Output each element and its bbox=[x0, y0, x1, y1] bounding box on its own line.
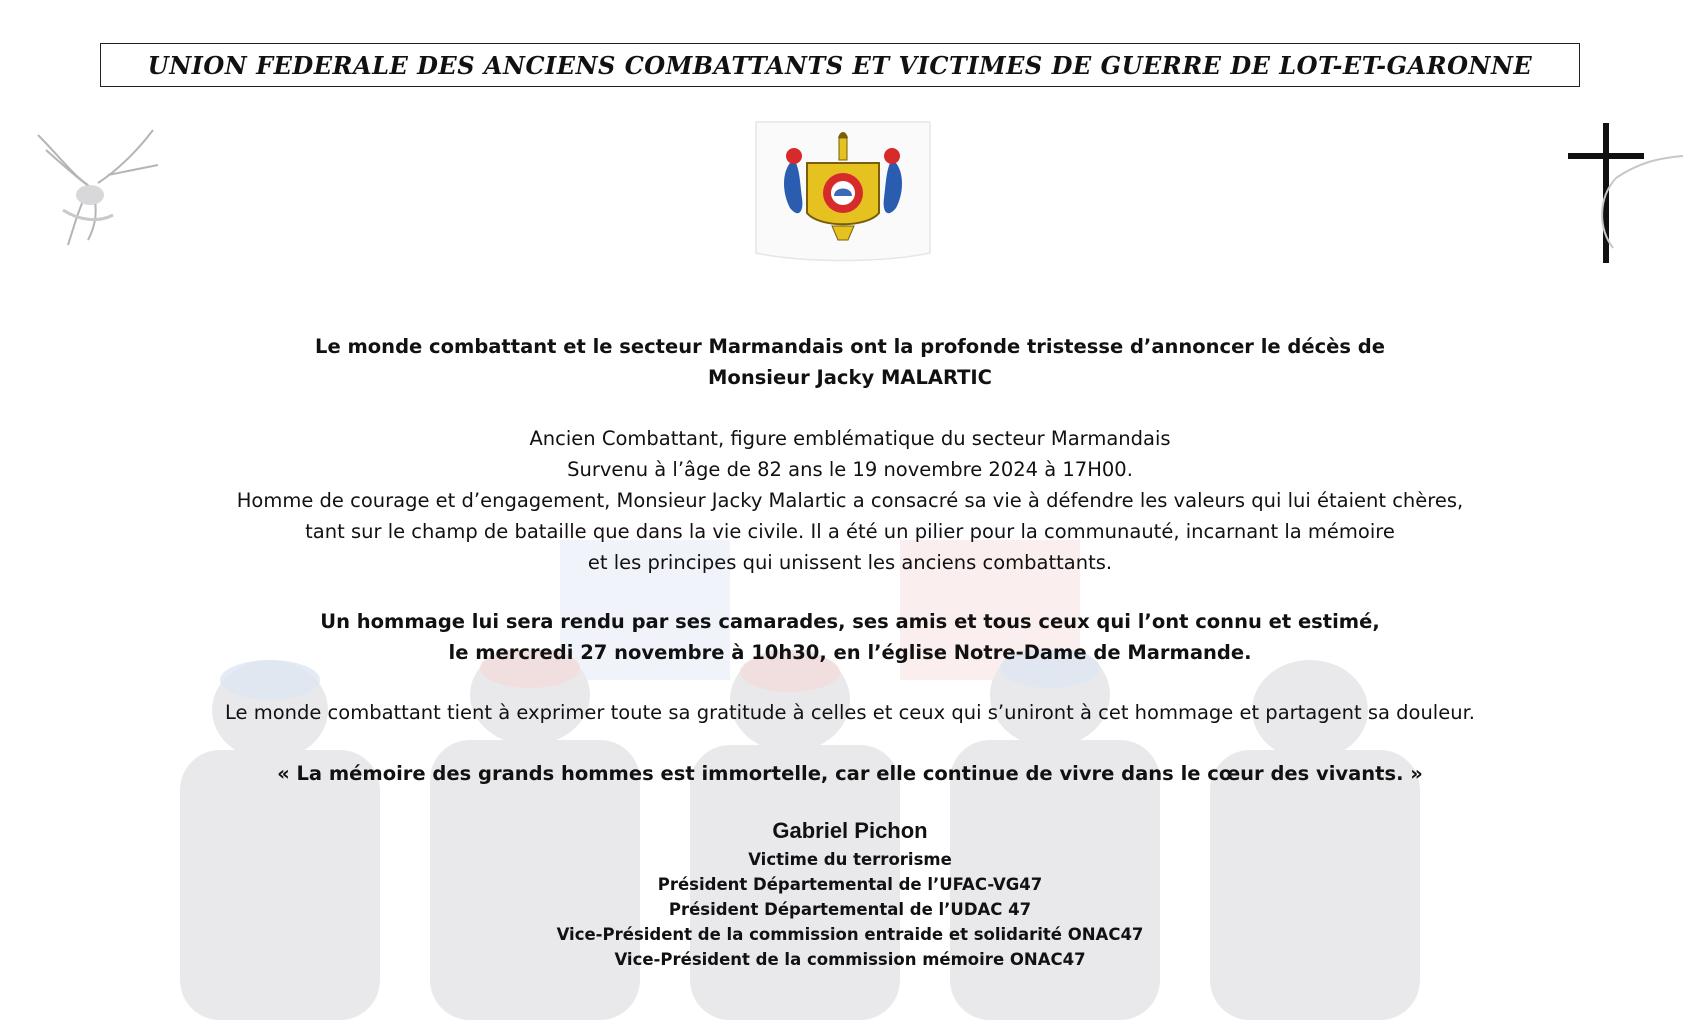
signatory-title: Vice-Président de la commission entraide et solidarité ONAC47 bbox=[556, 925, 1144, 944]
memorial-quote: « La mémoire des grands hommes est immortelle, car elle continue de vivre dans le cœur des vivants. » bbox=[277, 762, 1423, 785]
cross-icon bbox=[1558, 118, 1688, 268]
signatory-title: Président Départemental de l’UDAC 47 bbox=[668, 900, 1032, 919]
signatory-name: Gabriel Pichon bbox=[772, 818, 928, 843]
signatory-title: Vice-Président de la commission mémoire ONAC47 bbox=[614, 950, 1086, 969]
announcement-line-1: Le monde combattant et le secteur Marmandais ont la profonde tristesse d’annoncer le décès de bbox=[315, 335, 1385, 358]
ceremony-line-1: Un hommage lui sera rendu par ses camarades, ses amis et tous ceux qui l’ont connu et estimé, bbox=[320, 610, 1380, 633]
biography-line: Homme de courage et d’engagement, Monsieur Jacky Malartic a consacré sa vie à défendre les valeurs qui lui étaient chères, bbox=[236, 489, 1464, 512]
biography-line: tant sur le champ de bataille que dans la vie civile. Il a été un pilier pour la communauté, incarnant la mémoire bbox=[305, 520, 1395, 543]
ceremony-line-2: le mercredi 27 novembre à 10h30, en l’église Notre-Dame de Marmande. bbox=[448, 641, 1252, 664]
header-title: UNION FEDERALE DES ANCIENS COMBATTANTS ET VICTIMES DE GUERRE DE LOT-ET-GARONNE bbox=[147, 50, 1533, 80]
dove-icon bbox=[18, 115, 168, 255]
deceased-name: Monsieur Jacky MALARTIC bbox=[708, 366, 992, 389]
biography-line: Survenu à l’âge de 82 ans le 19 novembre 2024 à 17H00. bbox=[567, 458, 1133, 481]
header-banner bbox=[100, 43, 1580, 87]
signatory-title: Président Départemental de l’UFAC-VG47 bbox=[657, 875, 1043, 894]
biography-line: et les principes qui unissent les anciens combattants. bbox=[587, 551, 1113, 574]
signatory-titles bbox=[130, 847, 1570, 972]
ceremony-block bbox=[130, 606, 1570, 668]
ufac-emblem-icon bbox=[752, 118, 934, 268]
biography-block bbox=[130, 423, 1570, 578]
gratitude-text: Le monde combattant tient à exprimer toute sa gratitude à celles et ceux qui s’uniront à cet hommage et partagent sa douleur. bbox=[224, 701, 1476, 724]
biography-line: Ancien Combattant, figure emblématique du secteur Marmandais bbox=[529, 427, 1171, 450]
signatory-title: Victime du terrorisme bbox=[748, 850, 952, 869]
announcement-block bbox=[130, 331, 1570, 393]
